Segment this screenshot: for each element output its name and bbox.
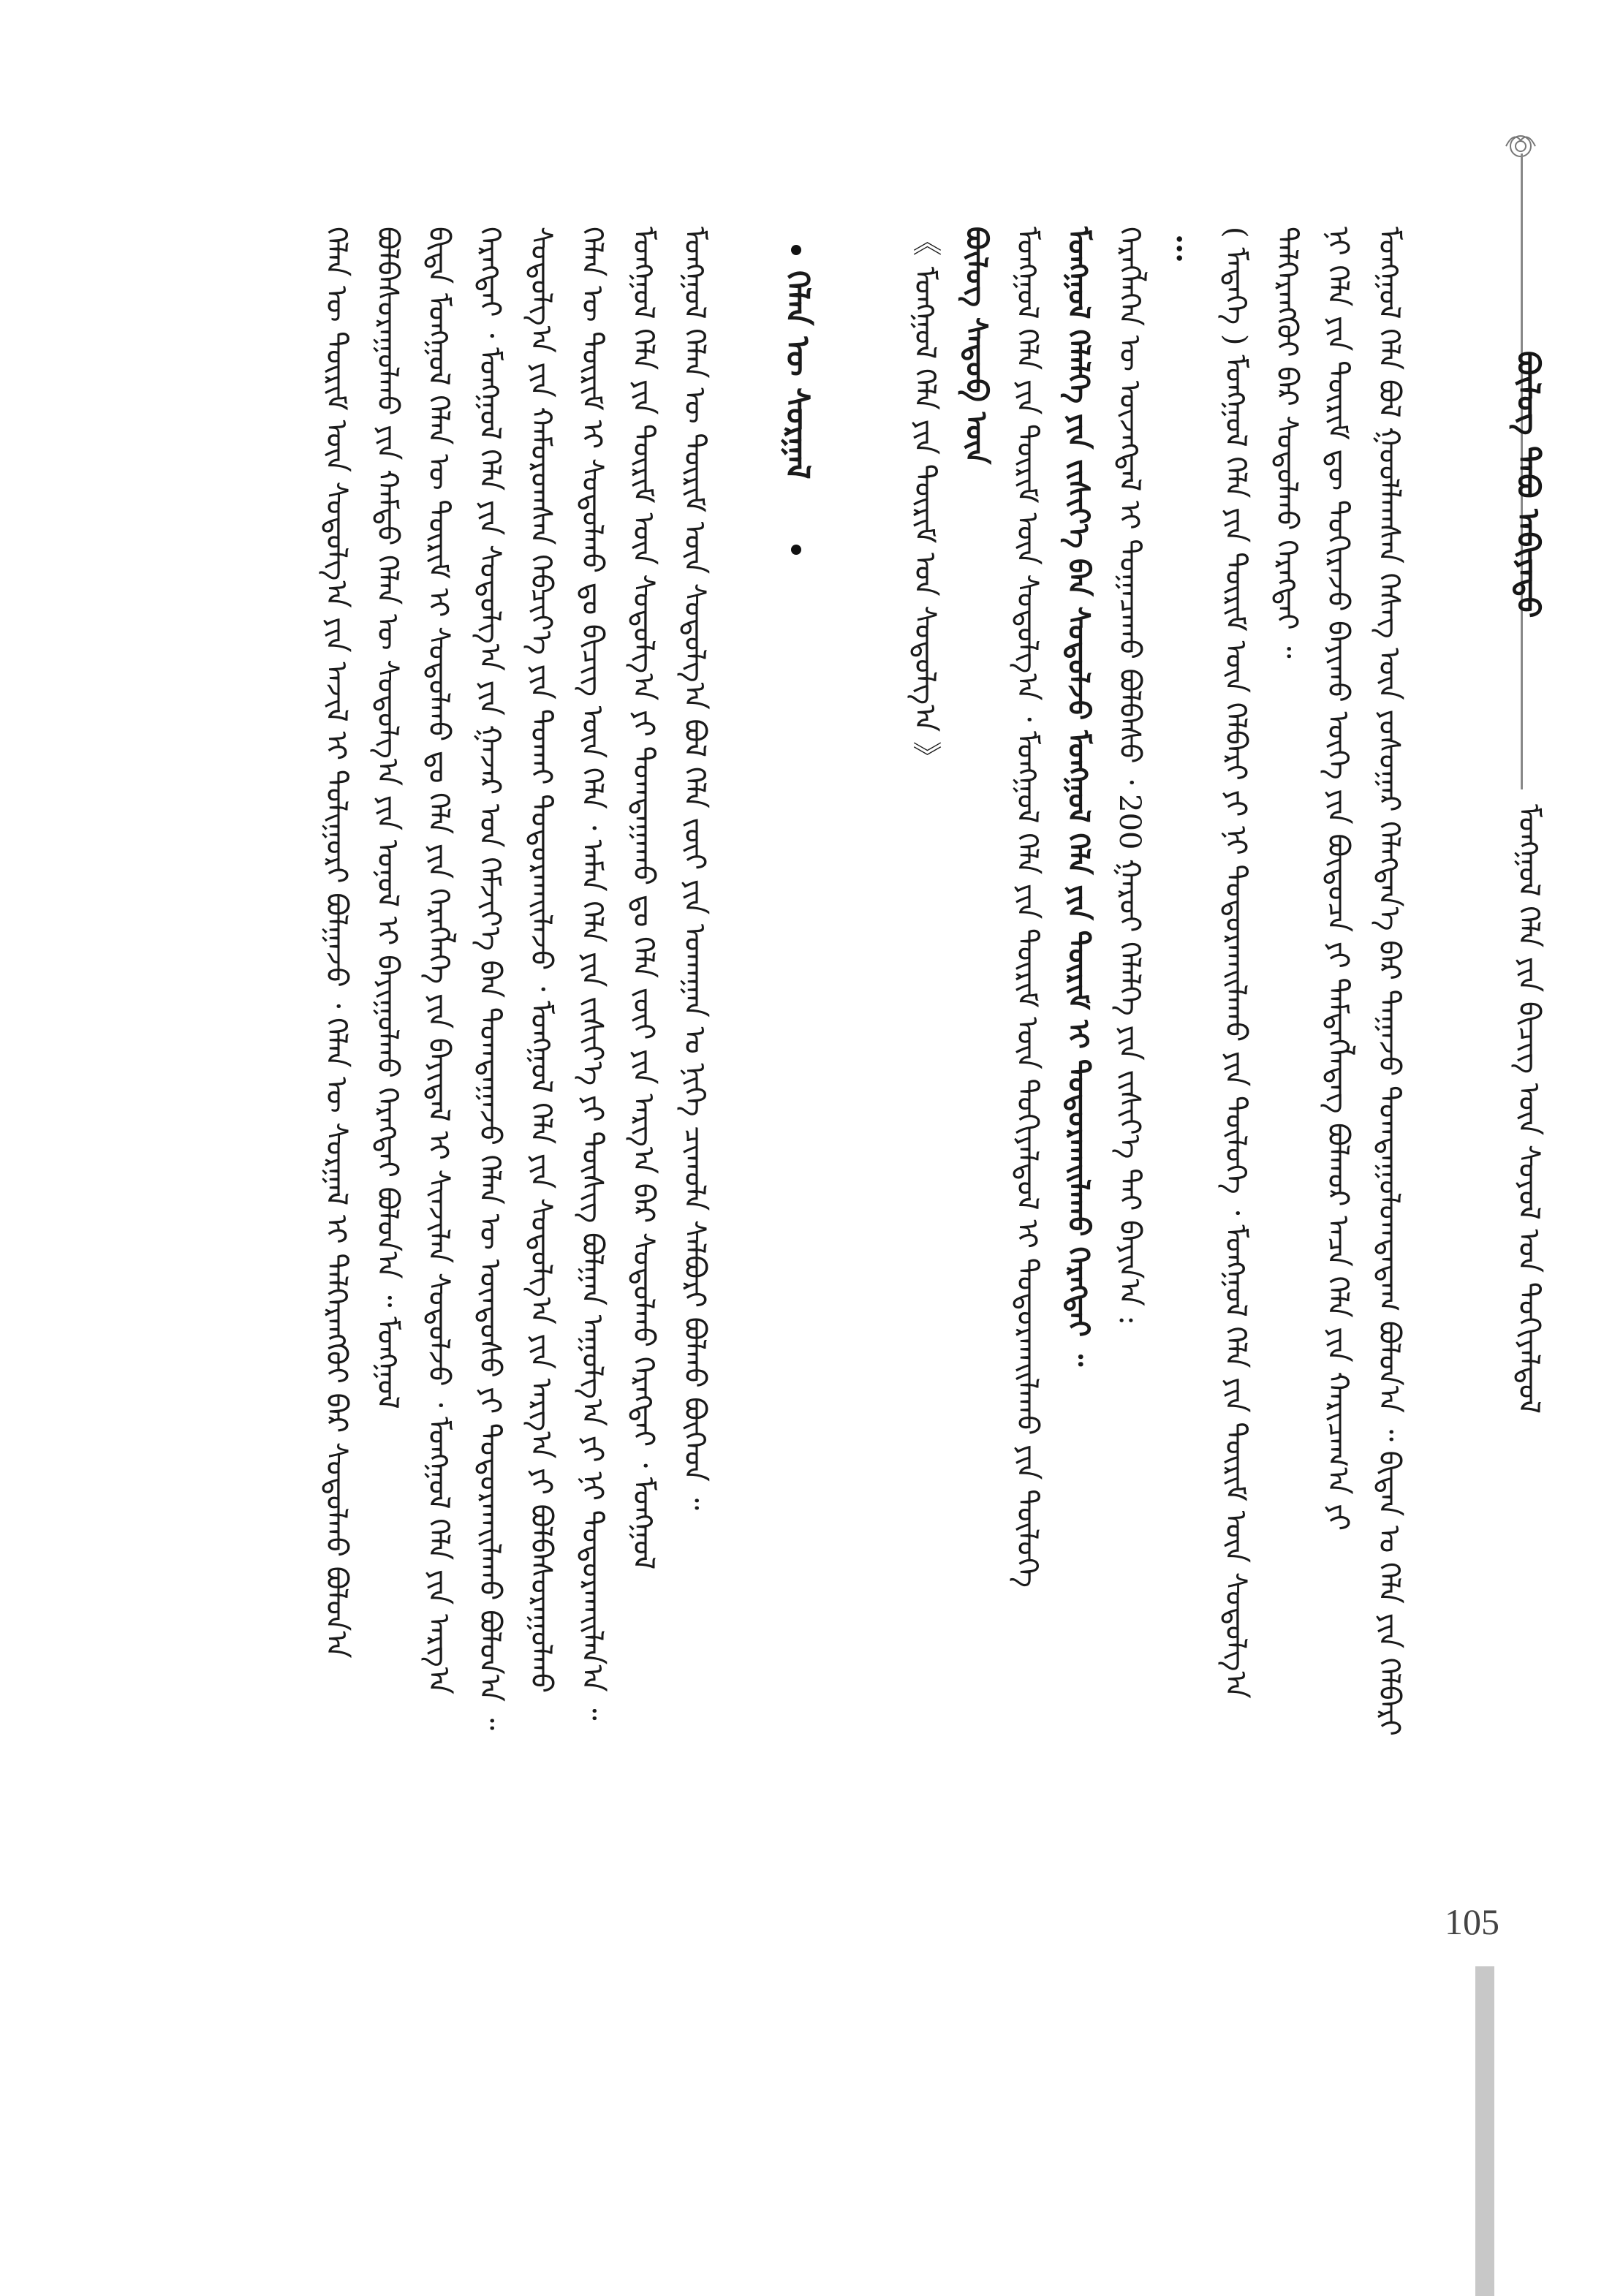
text-column: ᠪᠦᠯᠦᠭ ᠰᠡᠳᠦᠪ ᠦᠨ <box>959 227 994 465</box>
page-number: 105 <box>1445 1901 1499 1942</box>
text-column: ᠬᠡᠷᠡᠭᠲᠡᠢ ᠂ ᠮᠣᠩᠭᠣᠯ ᠬᠡᠯᠡ ᠶᠢᠨ ᠰᠤᠳᠤᠯᠭ᠎ᠠ ᠶᠢᠨ ᠭᠠᠵᠠᠷ ᠤᠨ ᠬᠡᠮᠵᠢᠶ᠎ᠡ ᠪᠡᠨ ᠲᠣᠭᠲᠠᠭᠠᠵᠤ ᠬᠡᠯᠡᠨ ᠦ ᠦᠨᠳᠦᠰᠦ ᠶᠢ ᠲᠣᠳᠣᠷᠬᠠᠢᠯᠠᠬᠤ ᠪᠣᠯᠤᠨ᠎ᠠ ᠃ <box>473 227 507 1731</box>
text-column: ᠮᠣᠩᠭᠣᠯ ᠬᠡᠯᠡ ᠶᠢᠨ ᠳᠦᠷᠢᠮ ᠦᠨ ᠰᠤᠳᠤᠯᠭ᠎ᠠ ᠂ ᠮᠣᠩᠭᠣᠯ ᠬᠡᠯᠡ ᠶᠢᠨ ᠳᠦᠷᠢᠮ ᠦᠨ ᠲᠣᠬᠢᠶᠠᠯᠳᠤᠯ ᠢ ᠲᠣᠳᠣᠷᠬᠠᠢᠯᠠᠬᠤ ᠶᠢᠨ ᠲᠥᠯᠦᠭᠡ <box>1010 227 1044 1588</box>
bullet <box>791 245 801 255</box>
text-column: ᠪᠢᠳᠡ ᠮᠣᠩᠭᠣᠯ ᠬᠡᠯᠡᠨ ᠦ ᠳᠦᠷᠢᠮ ᠢ ᠰᠤᠳᠤᠯᠬᠤ ᠳᠤ ᠬᠡᠯᠡ ᠶᠢᠨ ᠬᠡᠷᠡᠭᠯᠡᠭᠡ ᠶᠢᠨ ᠪᠠᠶᠢᠳᠠᠯ ᠢ ᠰᠢᠨᠵᠢᠯᠡᠨ ᠰᠤᠳᠤᠯᠵᠤ ᠂ ᠮᠣᠩᠭᠣᠯ ᠬᠡᠯᠡ ᠶᠢᠨ ᠠᠷᠭ᠎ᠠ <box>422 227 455 1694</box>
text-column: ᠨᠢ ᠬᠡᠯᠡ ᠶᠢᠨ ᠳᠦᠷᠢᠮ ᠳᠦ ᠲᠣᠬᠢᠷᠠᠵᠤ ᠪᠠᠶᠢᠬᠤ ᠦᠭᠡ ᠶᠢᠨ ᠪᠦᠲᠦᠴᠡ ᠶᠢ ᠲᠡᠮᠳᠡᠭᠯᠡᠳᠡᠭ ᠪᠣᠯᠬᠣᠷ ᠠᠴᠠ ᠬᠡᠯᠡ ᠶᠢᠨ ᠬᠠᠷᠢᠴᠠᠭ᠎ᠠ ᠶᠢ <box>1321 227 1355 1531</box>
text-column: ᠪᠣᠯᠪᠠᠰᠤᠷᠠᠭᠤᠯᠬᠤ ᠶᠢᠨ ᠬᠠᠮᠲᠤ ᠬᠡᠯᠡᠨ ᠦ ᠰᠤᠳᠤᠯᠭ᠎ᠠ ᠶᠢᠨ ᠣᠨᠣᠯ ᠢ ᠪᠠᠶᠢᠭᠤᠯᠬᠤ ᠬᠡᠷᠡᠭᠲᠡᠢ ᠪᠣᠯᠤᠨ᠎ᠠ ᠃ ᠮᠣᠩᠭᠣᠯ <box>371 227 404 1409</box>
running-header: ᠮᠣᠩᠭᠣᠯ ᠬᠡᠯᠡ ᠶᠢᠨ ᠪᠢᠴᠢᠭ ᠦᠨ ᠰᠣᠶᠣᠯ ᠤᠨ ᠲᠣᠬᠢᠶᠠᠯᠳᠤᠯ <box>1512 804 1546 1414</box>
text-column: ᠮᠣᠩᠭᠣᠯ ᠬᠡᠯᠡᠯᠭᠡ ᠶᠢᠨ ᠵᠢᠱᠢᠶ᠎ᠡ ᠪᠡᠨ ᠰᠤᠳᠤᠯᠵᠤ ᠮᠣᠩᠭᠣᠯ ᠬᠡᠯᠡ ᠶᠢᠨ ᠳᠦᠷᠢᠮ ᠢ ᠲᠣᠳᠣᠷᠬᠠᠢᠯᠠᠬᠤ ᠬᠡᠷᠡᠭᠲᠡᠢ ᠃ <box>1062 227 1096 1367</box>
text-column: ᠮᠣᠩᠭᠣᠯ ᠬᠡᠯᠡᠨ ᠦ ᠳᠦᠷᠢᠮ ᠦᠨ ᠰᠤᠳᠤᠯᠭ᠎ᠠ ᠪᠣᠯ ᠬᠡᠯᠡ ᠵᠦᠢ ᠶᠢᠨ ᠤᠬᠠᠭᠠᠨ ᠤ ᠨᠢᠭᠡ ᠴᠢᠬᠤᠯᠠ ᠰᠠᠯᠪᠤᠷᠢ ᠪᠣᠯᠬᠤ ᠪᠥᠭᠡᠳ ᠃ <box>678 227 711 1510</box>
text-column: ᠰᠤᠳᠤᠯᠭ᠎ᠠ ᠶᠢᠨ ᠬᠠᠮᠤᠷᠤᠭᠰᠠᠨ ᠬᠡᠪᠴᠢᠶ᠎ᠡ ᠶᠢᠨ ᠲᠤᠬᠠᠢ ᠲᠣᠳᠣᠷᠬᠠᠢᠯᠠᠵᠤ ᠂ ᠮᠣᠩᠭᠣᠯ ᠬᠡᠯᠡ ᠶᠢᠨ ᠰᠤᠳᠤᠯᠭ᠎ᠠ ᠶᠢᠨ ᠠᠷᠭ᠎ᠠ ᠶᠢ ᠪᠣᠯᠪᠠᠰᠤᠷᠠᠭᠤᠯᠬᠤ <box>524 227 558 1694</box>
text-column: 《 ᠮᠣᠩᠭᠣᠯ ᠬᠡᠯᠡ ᠶᠢᠨ ᠳᠦᠷᠢᠮ ᠤᠨ ᠰᠤᠳᠤᠯᠭ᠎ᠠ 》 <box>908 227 942 772</box>
bullet <box>791 545 801 555</box>
text-column: ᠮᠣᠩᠭᠣᠯ ᠬᠡᠯᠡ ᠪᠣᠯ ᠭᠣᠣᠯᠯᠠᠭᠰᠠᠨ ᠬᠡᠰᠡᠭ ᠦᠨ ᠶᠣᠰᠣᠭᠠᠷ ᠬᠡᠯᠡᠭᠳᠡᠨ᠎ᠡ ᠪᠡᠷ ᠳᠠᠭᠠᠵᠤ ᠲᠣᠭᠲᠠᠭᠤᠯᠤᠭᠳᠠᠳᠠᠭ ᠪᠣᠯᠤᠨ᠎ᠠ ᠃ ᠪᠢᠳᠠᠨ ᠤ ᠬᠡᠯᠡ ᠶᠢᠨ ᠬᠡᠯᠪᠡᠷᠢ <box>1372 227 1406 1736</box>
text-column: ᠮᠣᠩᠭᠣᠯ ᠬᠡᠯᠡ ᠶᠢᠨ ᠳᠦᠷᠢᠮ ᠦᠨ ᠰᠤᠳᠤᠯᠭ᠎ᠠ ᠶᠢ ᠲᠣᠭᠲᠠᠭᠠᠬᠤ ᠳᠤ ᠬᠡᠯᠡ ᠵᠦᠢ ᠶᠢᠨ ᠠᠷᠭ᠎ᠠ ᠪᠠᠷ ᠰᠤᠳᠤᠯᠬᠤ ᠬᠡᠷᠡᠭᠲᠡᠢ ᠂ ᠮᠣᠩᠭᠣᠯ <box>627 227 660 1570</box>
text-column: ᠬᠡᠯᠡᠨ ᠦ ᠳᠦᠷᠢᠮ ᠢ ᠰᠤᠳᠤᠯᠬᠤ ᠳᠤ ᠪᠢᠴᠢᠭ ᠦᠨ ᠬᠡᠯᠡ ᠂ ᠠᠮᠠᠨ ᠬᠡᠯᠡ ᠶᠢᠨ ᠵᠢᠱᠢᠶ᠎ᠡ ᠶᠢ ᠲᠦᠰᠢᠭ ᠪᠣᠯᠭᠠᠨ ᠠᠭᠤᠯᠭ᠎ᠠ ᠶᠢ ᠨᠢ ᠲᠣᠳᠣᠷᠬᠠᠢᠯᠠᠨ᠎ᠠ ᠃ <box>575 227 609 1721</box>
section-heading: ᠬᠡᠯᠡᠨ ᠦ ᠰᠤᠷᠭᠠᠯ <box>779 270 816 480</box>
edge-tab-marker <box>1475 1966 1494 2296</box>
text-column: ( ᠮᠡᠳᠡᠭᠡ ) ᠮᠣᠩᠭᠣᠯ ᠬᠡᠯᠡ ᠶᠢᠨ ᠳᠦᠷᠢᠮ ᠦᠨ ᠬᠡᠯᠪᠡᠷᠢ ᠶᠢ ᠨᠢ ᠲᠣᠳᠣᠷᠬᠠᠢᠯᠠᠬᠤ ᠶᠢᠨ ᠲᠥᠯᠦᠭᠡ ᠂ ᠮᠣᠩᠭᠣᠯ ᠬᠡᠯᠡ ᠶᠢᠨ ᠳᠦᠷᠢᠮ ᠦᠨ ᠰᠤᠳᠤᠯᠭ᠎ᠠ <box>1219 227 1252 1699</box>
header-section-title: ᠪᠦᠯᠦᠭ ᠲᠠᠪᠤ ᠠᠪᠢᠶᠠᠳᠤ <box>1510 351 1546 618</box>
text-column: ᠬᠡᠯᠡᠨ ᠦ ᠳᠦᠷᠢᠮ ᠦᠨ ᠰᠤᠳᠤᠯᠭ᠎ᠠ ᠶᠢᠨ ᠠᠵᠢᠯ ᠢ ᠲᠤᠯᠢᠭᠤᠷᠢ ᠪᠣᠯᠭᠠᠵᠤ ᠂ ᠬᠡᠯᠡᠨ ᠦ ᠰᠤᠷᠭᠠᠯ ᠢ ᠳᠡᠯᠭᠡᠷᠡᠩᠭᠦᠢ ᠪᠡᠷ ᠰᠤᠳᠤᠯᠬᠤ ᠪᠣᠯᠤᠨ᠎ᠠ <box>319 227 353 1659</box>
ellipsis: … <box>1170 234 1204 268</box>
text-column: ᠬᠡᠷᠡᠭᠯᠡᠭᠡᠨ ᠦ ᠦᠵᠡᠭᠳᠡᠯ ᠢ ᠲᠣᠭᠠᠴᠠᠬᠤ ᠪᠣᠯᠪᠠᠰᠤ ᠂ 200 ᠭᠠᠷᠤᠢ ᠬᠡᠯᠡᠯᠭᠡ ᠶᠢᠨ ᠵᠢᠱᠢᠶ᠎ᠡ ᠲᠠᠢ ᠪᠠᠶᠢᠨ᠎ᠠ : <box>1113 227 1146 1325</box>
text-column: ᠳᠡᠯᠭᠡᠷᠡᠩᠭᠦᠢ ᠪᠡᠷ ᠰᠤᠳᠤᠯᠬᠤ ᠬᠡᠷᠡᠭᠲᠡᠢ ᠃ <box>1270 227 1304 659</box>
